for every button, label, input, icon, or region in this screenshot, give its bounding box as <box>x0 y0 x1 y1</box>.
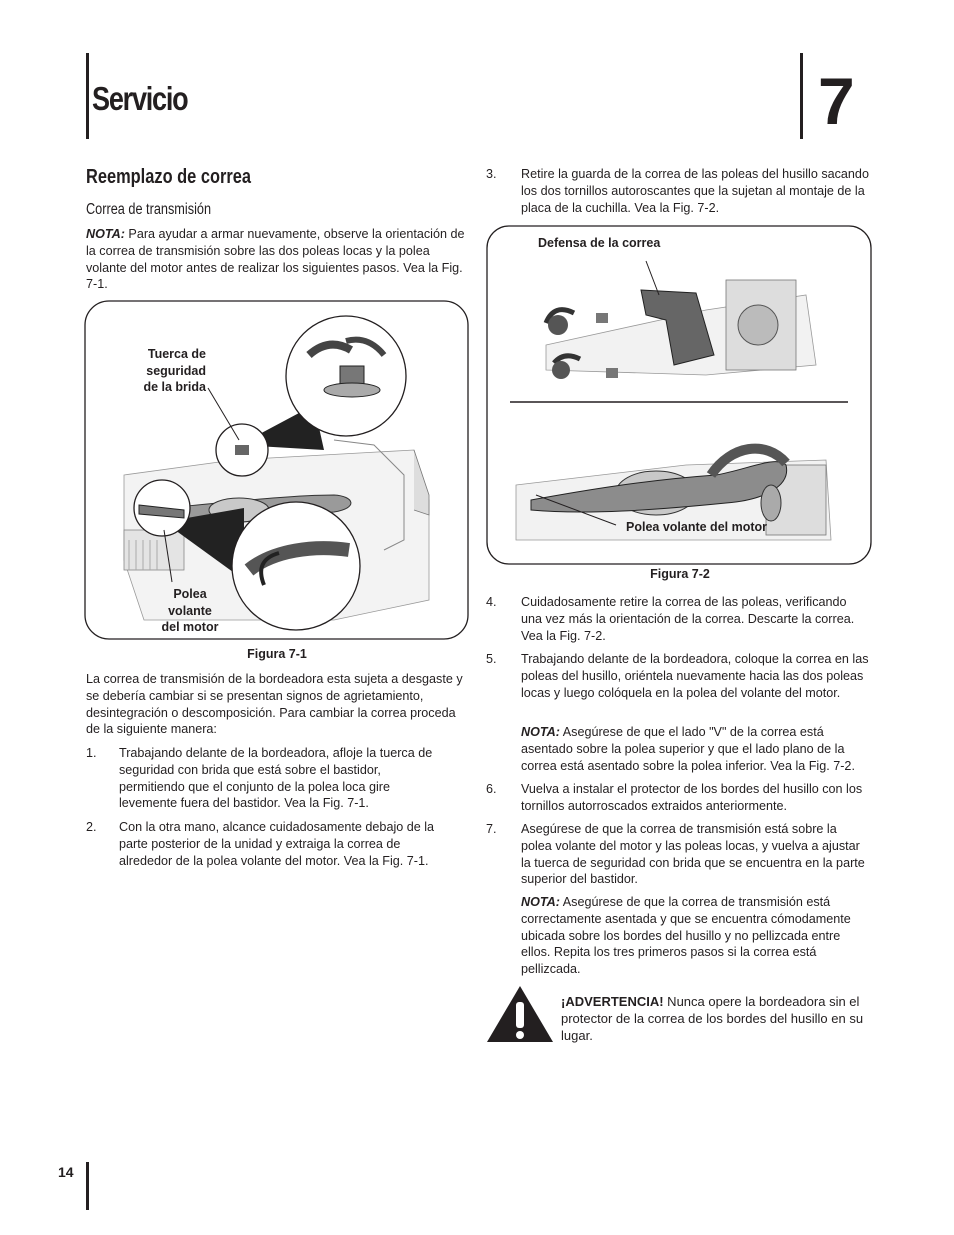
callout-pulley: Polea volante del motor <box>161 587 219 634</box>
intro-note-text: Para ayudar a armar nuevamente, observe la orientación de la correa de transmisión sobre las dos poleas locas y la polea volante del motor antes de realizar los siguientes pasos. Vea la Fig. 7-1. <box>86 227 465 292</box>
warning-icon <box>486 985 554 1043</box>
figure-7-2 <box>486 225 874 567</box>
callout-engine-pulley: Polea volante del motor <box>626 520 768 534</box>
intro-note <box>86 226 468 293</box>
warning-label: ¡ADVERTENCIA! <box>561 994 664 1009</box>
figure-7-1 <box>84 300 470 642</box>
step-4: 4. Cuidadosamente retire la correa de las poleas, verificando una vez más la orientación de la correa. Descarte la correa. Vea la Fig. 7-2. <box>486 595 855 643</box>
page-number: 14 <box>58 1164 74 1180</box>
chapter-number: 7 <box>818 64 855 138</box>
warning-triangle-icon <box>486 985 554 1043</box>
note-step-7: NOTA: Asegúrese de que la correa de transmisión está correctamente asentada y que se encuentra cómodamente ubicada sobre los bordes del husillo y no pellizcada entre ellos. Repita los tres primeros pasos si la correa está pellizcada. <box>521 895 851 977</box>
subsection-heading: Correa de transmisión <box>86 201 212 218</box>
header-right-rule <box>800 53 803 139</box>
note-step-5: NOTA: Asegúrese de que el lado "V" de la correa está asentado sobre la polea superior y que el lado plano de la correa está asentado sobre la polea inferior. Vea la Fig. 7-2. <box>521 725 855 773</box>
figure-7-1-caption: Figura 7-1 <box>247 647 307 661</box>
nota-label: NOTA: <box>521 725 560 739</box>
step-6: 6. Vuelva a instalar el protector de los bordes del husillo con los tornillos autorroscados extraidos anteriormente. <box>486 782 863 813</box>
callout-nut: Tuerca de seguridad de la brida <box>143 347 206 394</box>
header-left-rule <box>86 53 89 139</box>
nota-label: NOTA: <box>86 227 125 241</box>
nota-label: NOTA: <box>521 895 560 909</box>
warning-text: ¡ADVERTENCIA! Nunca opere la bordeadora sin el protector de la correa de los bordes del husillo en su lugar. <box>561 994 864 1043</box>
step-5: 5. Trabajando delante de la bordeadora, coloque la correa en las poleas del husillo, oriéntela nuevamente hacia las dos poleas locas y luego colóquela en la polea del volante del motor. <box>486 652 869 700</box>
step-3: 3. Retire la guarda de la correa de las poleas del husillo sacando los dos tornillos autoroscantes que la sujetan al montaje de la placa de la cuchilla. Vea la Fig. 7-2. <box>486 167 869 215</box>
step-1: 1. Trabajando delante de la bordeadora, afloje la tuerca de seguridad con brida que está sobre el bastidor, permitiendo que el conjunto de la polea loca gire levemente fuera del bastidor. Vea la Fig. 7-1. <box>86 746 433 811</box>
footer-rule <box>86 1162 89 1210</box>
figure-7-2-illustration <box>486 225 874 567</box>
step-2: 2. Con la otra mano, alcance cuidadosamente debajo de la parte posterior de la unidad y extraiga la correa de alrededor de la polea volante del motor. Vea la Fig. 7-1. <box>86 820 435 868</box>
page-title: Servicio <box>92 80 188 117</box>
callout-belt-guard: Defensa de la correa <box>538 236 661 250</box>
section-heading: Reemplazo de correa <box>86 166 251 188</box>
left-paragraph: La correa de transmisión de la bordeadora esta sujeta a desgaste y se debería cambiar si se presentan signos de agrietamiento, desintegración o descomposición. Para cambiar la correa proceda de la siguiente manera: <box>86 672 463 737</box>
figure-7-2-caption: Figura 7-2 <box>650 567 710 581</box>
step-7: 7. Asegúrese de que la correa de transmisión está sobre la polea volante del motor y las poleas locas, y vuelva a ajustar la tuerca de seguridad con brida que se encuentra en la parte superior del bastidor. <box>486 822 865 887</box>
